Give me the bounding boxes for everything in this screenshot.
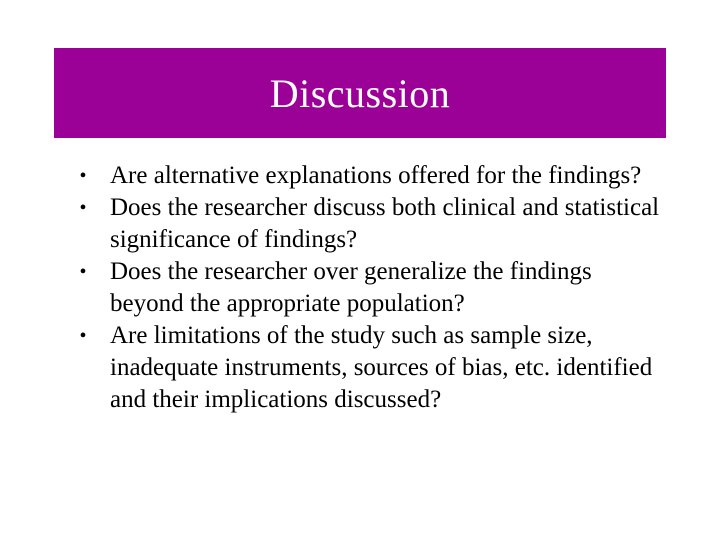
bullet-text: Does the researcher discuss both clinical and statistical significance of findings? [110, 194, 660, 253]
bullet-text: Are limitations of the study such as sample size, inadequate instruments, sources of bias, etc. identified and their implications discussed? [110, 322, 653, 413]
title-bar [54, 48, 666, 138]
list-item [56, 192, 666, 256]
slide-title: Discussion [269, 70, 451, 116]
list-item [56, 256, 666, 320]
bullet-icon: • [79, 325, 87, 347]
list-item [56, 160, 666, 192]
list-item [56, 320, 666, 416]
bullet-list [56, 160, 666, 416]
bullet-icon: • [79, 197, 87, 219]
bullet-icon: • [79, 165, 87, 187]
bullet-text: Are alternative explanations offered for the findings? [110, 162, 642, 189]
bullet-icon: • [79, 261, 87, 283]
bullet-text: Does the researcher over generalize the findings beyond the appropriate population? [110, 258, 592, 317]
